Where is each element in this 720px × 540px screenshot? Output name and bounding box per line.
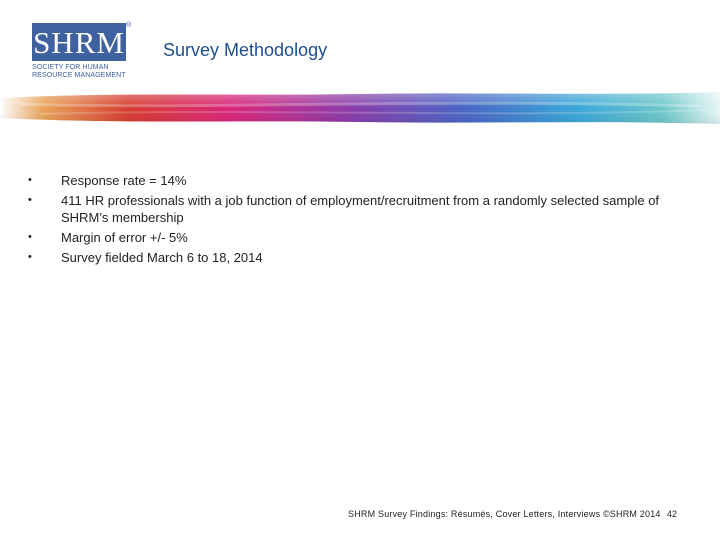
shrm-logo	[30, 22, 134, 84]
decorative-banner	[0, 90, 720, 126]
bullet-dot: •	[28, 251, 32, 263]
bullet-item	[26, 192, 666, 226]
bullet-text: Survey fielded March 6 to 18, 2014	[61, 250, 263, 265]
bullet-dot: •	[28, 194, 32, 206]
bullet-dot: •	[28, 174, 32, 186]
bullet-item	[26, 229, 666, 246]
page-number: 42	[667, 509, 678, 519]
slide-title: Survey Methodology	[163, 40, 328, 60]
bullet-text: Response rate = 14%	[61, 173, 187, 188]
slide-footer: SHRM Survey Findings: Résumés, Cover Letters, Interviews ©SHRM 2014	[348, 509, 661, 519]
bullet-item	[26, 249, 666, 266]
bullet-text: 411 HR professionals with a job function of employment/recruitment from a randomly selected sample of SHRM’s membership	[61, 193, 660, 225]
logo-registered-mark: ®	[126, 22, 132, 29]
bullet-dot: •	[28, 231, 32, 243]
bullet-text: Margin of error +/- 5%	[61, 230, 188, 245]
logo-letters: SHRM	[33, 25, 125, 60]
logo-subtitle: SOCIETY FOR HUMAN RESOURCE MANAGEMENT	[32, 64, 126, 79]
bullet-list	[26, 172, 666, 269]
bullet-item	[26, 172, 666, 189]
